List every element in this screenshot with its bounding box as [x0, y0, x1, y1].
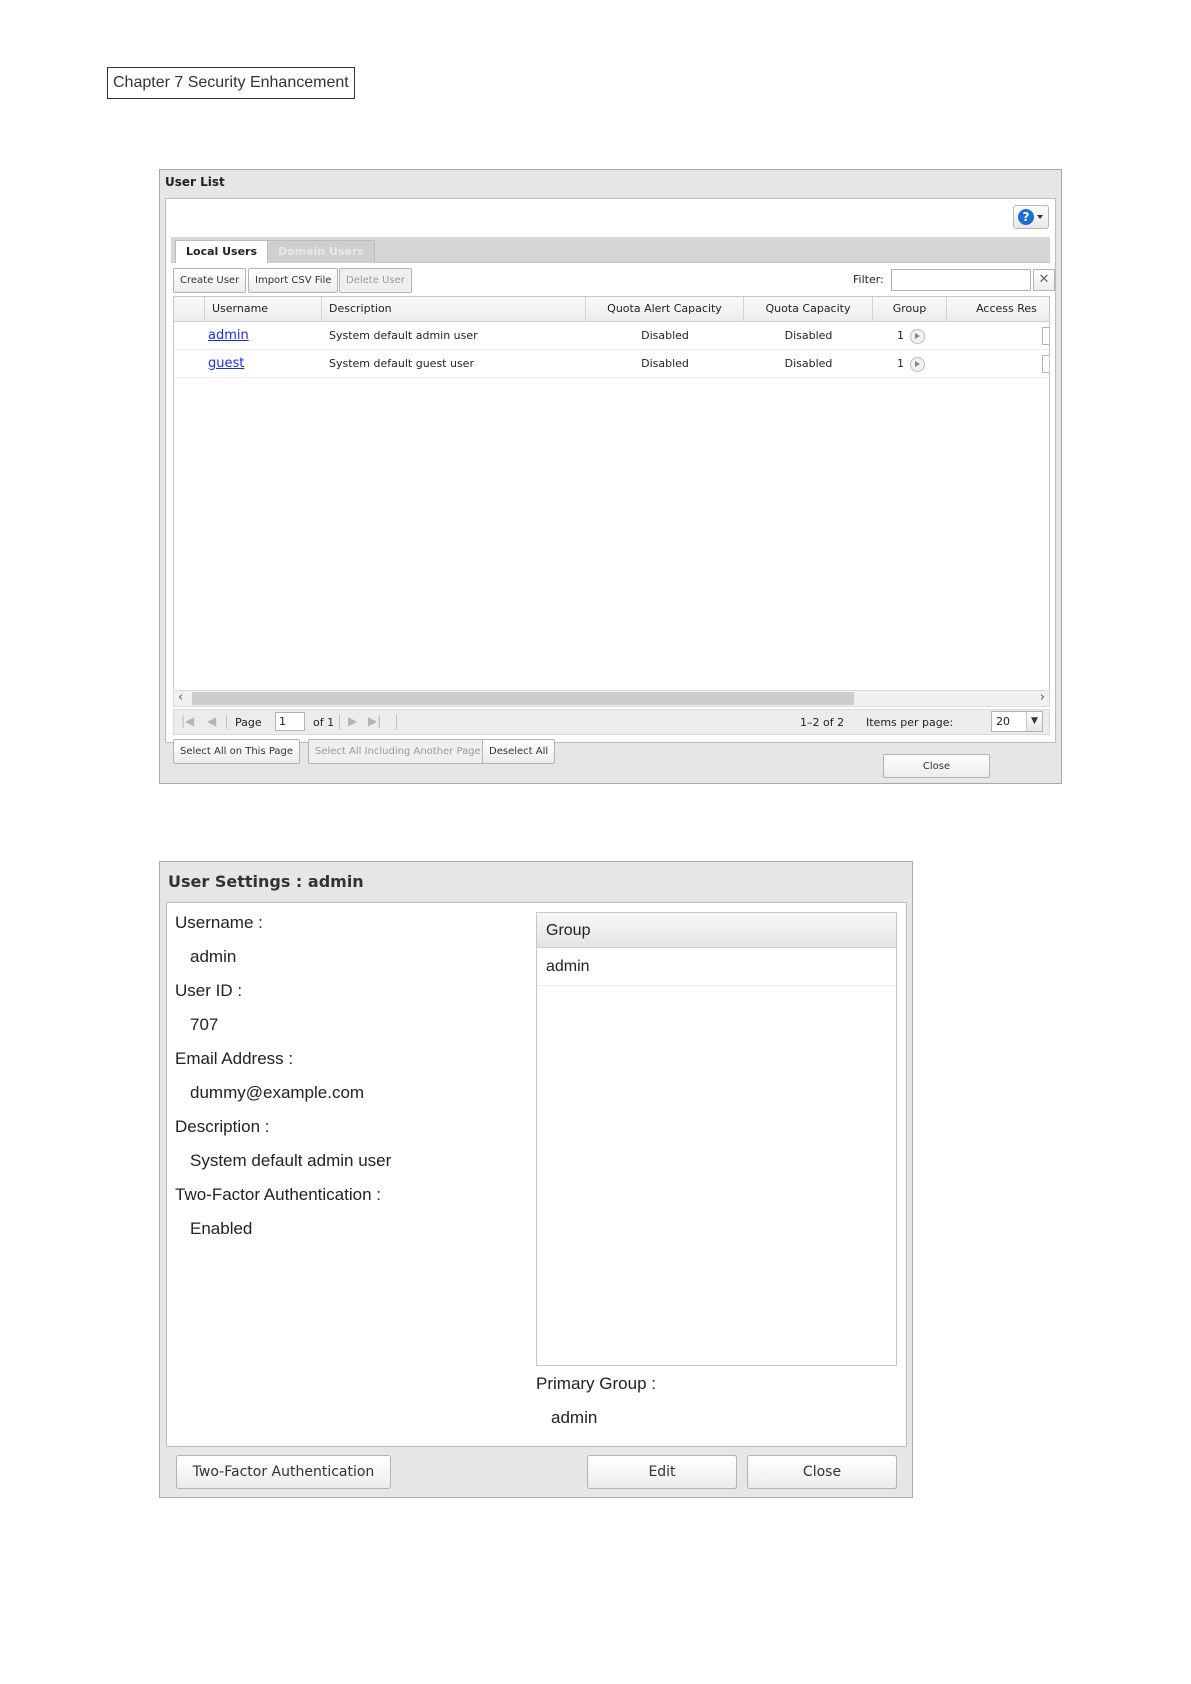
filter-input[interactable] [891, 269, 1031, 291]
table-row[interactable] [174, 350, 1050, 378]
scrollbar-thumb[interactable] [192, 692, 854, 705]
column-quota-capacity[interactable]: Quota Capacity [744, 297, 873, 321]
page-of-label: of 1 [313, 716, 335, 729]
delete-user-button[interactable]: Delete User [339, 268, 412, 293]
column-access-restrictions[interactable]: Access Res [947, 297, 1050, 321]
column-description[interactable]: Description [322, 297, 586, 321]
user-id-label: User ID : [175, 981, 243, 1000]
username-value: admin [190, 947, 237, 966]
user-toolbar [173, 268, 1050, 294]
previous-page-icon[interactable]: ◀ [207, 714, 217, 728]
select-all-page-button[interactable]: Select All on This Page [173, 739, 300, 764]
chapter-header: Chapter 7 Security Enhancement [107, 67, 355, 99]
group-count: 1 [897, 329, 904, 342]
help-button[interactable] [1013, 205, 1049, 229]
two-factor-label: Two-Factor Authentication : [175, 1185, 381, 1204]
table-header [174, 297, 1050, 322]
user-list-window [159, 169, 1062, 784]
divider [396, 715, 397, 729]
next-page-icon[interactable]: ▶ [348, 714, 358, 728]
first-page-icon[interactable]: |◀ [181, 714, 195, 728]
horizontal-scrollbar[interactable] [173, 690, 1050, 707]
scroll-right-icon[interactable]: › [1039, 690, 1045, 705]
divider [226, 715, 227, 729]
tab-bar [171, 237, 1050, 263]
user-id-value: 707 [190, 1015, 219, 1034]
page-label: Page [235, 716, 262, 729]
play-icon[interactable] [910, 329, 925, 344]
chevron-down-icon[interactable]: ▼ [1026, 712, 1042, 731]
user-settings-title: User Settings : admin [168, 872, 364, 891]
last-page-icon[interactable]: ▶| [368, 714, 382, 728]
access-restriction-box[interactable] [1042, 355, 1050, 373]
group-table [536, 912, 897, 1366]
tab-domain-users[interactable]: Domain Users [267, 240, 375, 263]
caret-down-icon [1037, 215, 1043, 219]
user-settings-panel [166, 902, 907, 1447]
items-per-page-select[interactable] [991, 711, 1043, 732]
username-link[interactable]: admin [208, 328, 249, 343]
clear-filter-icon[interactable]: ✕ [1033, 269, 1055, 291]
primary-group-label: Primary Group : [536, 1374, 656, 1393]
filter-label: Filter: [853, 273, 884, 286]
two-factor-authentication-button[interactable]: Two-Factor Authentication [176, 1455, 391, 1489]
username-link[interactable]: guest [208, 356, 245, 371]
import-csv-button[interactable]: Import CSV File [248, 268, 338, 293]
items-per-page-value: 20 [996, 715, 1010, 728]
tab-local-users[interactable]: Local Users [175, 240, 268, 263]
description-value: System default admin user [190, 1151, 392, 1170]
select-column-header[interactable] [174, 297, 205, 321]
edit-button[interactable]: Edit [587, 1455, 737, 1489]
username-label: Username : [175, 913, 263, 932]
user-table [173, 296, 1050, 706]
record-range: 1–2 of 2 [800, 716, 845, 729]
scroll-left-icon[interactable]: ‹ [178, 690, 184, 705]
quota-alert-cell: Disabled [641, 357, 689, 370]
description-cell: System default guest user [329, 357, 474, 370]
page-number-input[interactable]: 1 [275, 712, 305, 731]
email-label: Email Address : [175, 1049, 294, 1068]
access-restriction-box[interactable] [1042, 327, 1050, 345]
email-value: dummy@example.com [190, 1083, 365, 1102]
quota-capacity-cell: Disabled [784, 329, 833, 342]
quota-alert-cell: Disabled [641, 329, 689, 342]
group-cell [897, 322, 925, 349]
table-row[interactable]: admin [537, 948, 896, 986]
primary-group-value: admin [551, 1408, 598, 1427]
pagination-bar [173, 709, 1050, 735]
items-per-page-label: Items per page: [866, 716, 954, 729]
play-icon[interactable] [910, 357, 925, 372]
user-list-title: User List [165, 175, 225, 189]
username-cell[interactable] [208, 350, 244, 377]
select-all-another-page-button[interactable]: Select All Including Another Page [308, 739, 488, 764]
question-icon: ? [1018, 209, 1034, 225]
column-username[interactable]: Username [205, 297, 322, 321]
column-quota-alert[interactable]: Quota Alert Capacity [586, 297, 744, 321]
divider [339, 715, 340, 729]
description-label: Description : [175, 1117, 270, 1136]
group-count: 1 [897, 357, 904, 370]
username-cell[interactable] [208, 322, 249, 349]
quota-capacity-cell: Disabled [784, 357, 833, 370]
description-cell: System default admin user [329, 329, 478, 342]
user-list-close-button[interactable]: Close [883, 754, 990, 778]
column-group[interactable]: Group [873, 297, 947, 321]
close-button[interactable]: Close [747, 1455, 897, 1489]
user-settings-window [159, 861, 913, 1498]
user-list-panel [165, 198, 1056, 757]
deselect-all-button[interactable]: Deselect All [482, 739, 555, 764]
group-cell [897, 350, 925, 377]
create-user-button[interactable]: Create User [173, 268, 246, 293]
group-column-header[interactable]: Group [537, 913, 896, 948]
table-row[interactable] [174, 322, 1050, 350]
two-factor-value: Enabled [190, 1219, 253, 1238]
